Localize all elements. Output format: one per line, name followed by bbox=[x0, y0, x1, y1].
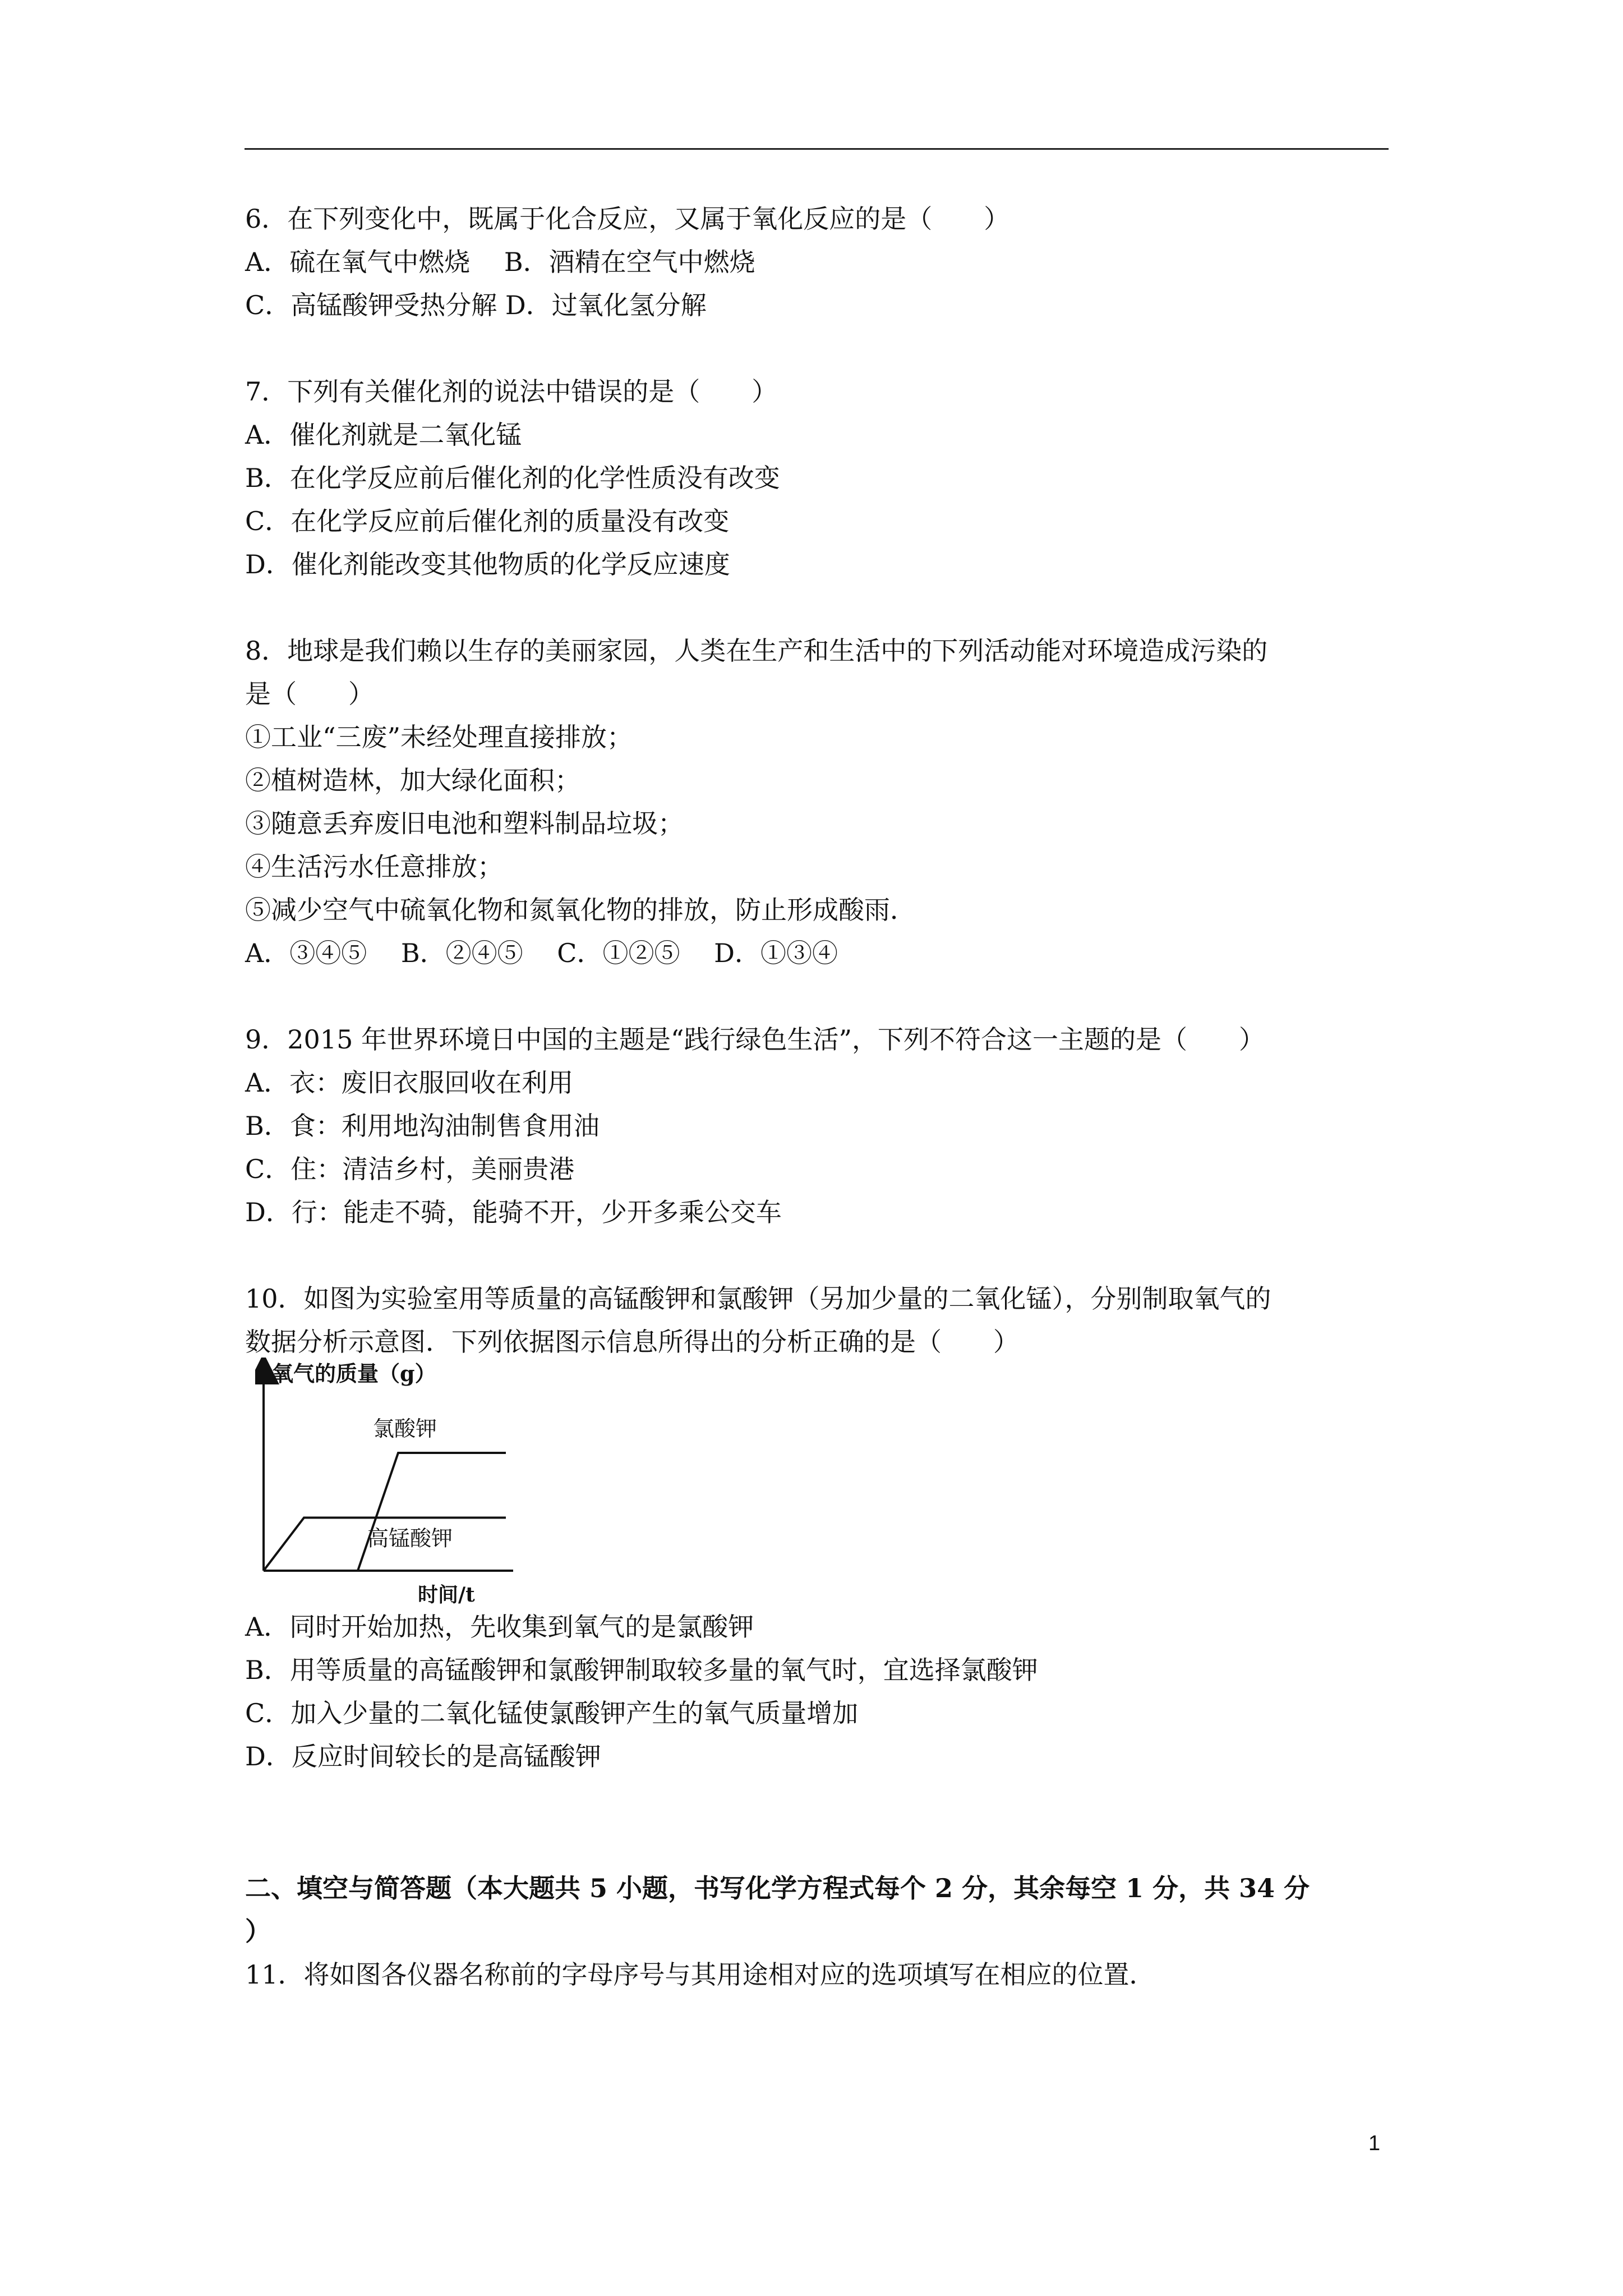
q10-option-c: C．加入少量的二氧化锰使氯酸钾产生的氧气质量增加 bbox=[245, 1698, 859, 1728]
q10-option-d: D．反应时间较长的是高锰酸钾 bbox=[245, 1741, 601, 1772]
q7-stem: 7．下列有关催化剂的说法中错误的是（ ） bbox=[245, 376, 778, 407]
q10-option-b: B．用等质量的高锰酸钾和氯酸钾制取较多量的氧气时，宜选择氯酸钾 bbox=[245, 1655, 1038, 1685]
q7-option-d: D．催化剂能改变其他物质的化学反应速度 bbox=[245, 549, 730, 579]
q10-stem-line2: 数据分析示意图．下列依据图示信息所得出的分析正确的是（ ） bbox=[245, 1327, 1019, 1357]
q8-item-4: ④生活污水任意排放； bbox=[245, 852, 503, 882]
section2-title-line2: ） bbox=[245, 1916, 271, 1947]
q11-stem: 11．将如图各仪器名称前的字母序号与其用途相对应的选项填写在相应的位置． bbox=[245, 1959, 1155, 1990]
q8-stem-line1: 8．地球是我们赖以生存的美丽家园，人类在生产和生活中的下列活动能对环境造成污染的 bbox=[245, 636, 1268, 666]
q8-item-1: ①工业“三废”未经处理直接排放； bbox=[245, 722, 633, 752]
q9-stem: 9．2015 年世界环境日中国的主题是“践行绿色生活”，下列不符合这一主题的是（ ） bbox=[245, 1024, 1265, 1055]
q8-item-5: ⑤减少空气中硫氧化物和氮氧化物的排放，防止形成酸雨． bbox=[245, 895, 916, 925]
q9-option-a: A．衣：废旧衣服回收在利用 bbox=[245, 1068, 574, 1098]
section2-title-line1: 二、填空与简答题（本大题共 5 小题，书写化学方程式每个 2 分，其余每空 1 分，共 34 分 bbox=[245, 1873, 1310, 1903]
q10-stem-line1: 10．如图为实验室用等质量的高锰酸钾和氯酸钾（另加少量的二氧化锰），分别制取氧气的 bbox=[245, 1283, 1271, 1314]
q9-option-c: C．住：清洁乡村，美丽贵港 bbox=[245, 1154, 575, 1184]
q6-stem: 6．在下列变化中，既属于化合反应，又属于氧化反应的是（ ） bbox=[245, 204, 1010, 234]
q9-option-b: B．食：利用地沟油制售食用油 bbox=[245, 1111, 600, 1141]
q7-option-c: C．在化学反应前后催化剂的质量没有改变 bbox=[245, 506, 730, 536]
y-axis-label: 氧气的质量（g） bbox=[272, 1361, 436, 1386]
q10-option-a: A．同时开始加热，先收集到氧气的是氯酸钾 bbox=[245, 1612, 754, 1642]
q8-options: A．③④⑤ B．②④⑤ C．①②⑤ D．①③④ bbox=[245, 938, 838, 968]
header-rule bbox=[245, 148, 1389, 150]
x-axis-label: 时间/t bbox=[418, 1583, 475, 1604]
q8-item-2: ②植树造林，加大绿化面积； bbox=[245, 765, 580, 795]
series-label-1: 氯酸钾 bbox=[373, 1416, 437, 1441]
q7-option-a: A．催化剂就是二氧化锰 bbox=[245, 420, 522, 450]
oxygen-mass-chart bbox=[255, 1358, 524, 1604]
q8-item-3: ③随意丢弃废旧电池和塑料制品垃圾； bbox=[245, 808, 684, 839]
q8-stem-line2: 是（ ） bbox=[245, 679, 374, 709]
series-label-2: 高锰酸钾 bbox=[367, 1526, 453, 1551]
series-line-1 bbox=[264, 1453, 506, 1571]
page-number: 1 bbox=[1368, 2132, 1381, 2155]
q9-option-d: D．行：能走不骑，能骑不开，少开多乘公交车 bbox=[245, 1197, 782, 1227]
q6-options-row2: C．高锰酸钾受热分解 D．过氧化氢分解 bbox=[245, 290, 707, 320]
q6-options-row1: A．硫在氧气中燃烧 B．酒精在空气中燃烧 bbox=[245, 247, 755, 277]
q7-option-b: B．在化学反应前后催化剂的化学性质没有改变 bbox=[245, 463, 780, 493]
